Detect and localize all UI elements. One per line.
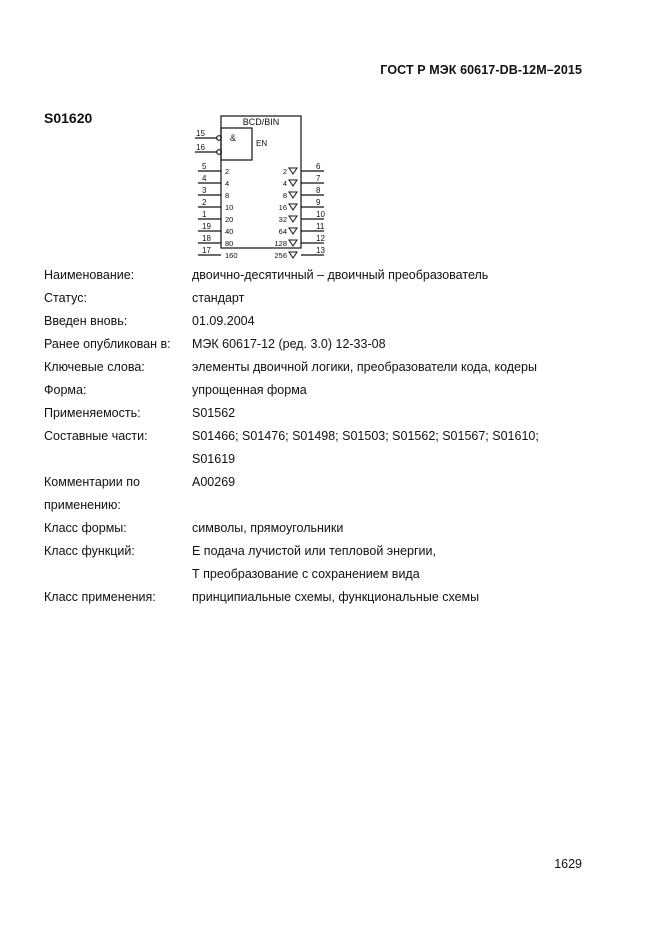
output-weight: 2 bbox=[282, 167, 287, 176]
output-pin-number: 9 bbox=[316, 198, 321, 207]
output-weight: 128 bbox=[274, 239, 287, 248]
attribute-value bbox=[192, 333, 604, 356]
attribute-label: Класс формы: bbox=[44, 521, 127, 535]
attribute-value bbox=[192, 310, 604, 333]
attribute-value bbox=[192, 471, 604, 517]
attribute-value-line: S01619 bbox=[192, 452, 236, 466]
attribute-row bbox=[44, 540, 604, 586]
input-pin-number: 1 bbox=[202, 210, 207, 219]
control-pin-number: 15 bbox=[196, 129, 205, 138]
attribute-value-line: Е подача лучистой или тепловой энергии, bbox=[192, 544, 436, 558]
attribute-row bbox=[44, 402, 604, 425]
input-pin-number: 17 bbox=[202, 246, 211, 255]
input-pin-number: 5 bbox=[202, 162, 207, 171]
attribute-label: Комментарии по применению: bbox=[44, 475, 140, 512]
attribute-value-line: символы, прямоугольники bbox=[192, 521, 344, 535]
page-number: 1629 bbox=[554, 857, 582, 871]
and-qualifier: & bbox=[230, 133, 237, 143]
symbol-code: S01620 bbox=[44, 110, 93, 126]
output-pin-number: 7 bbox=[316, 174, 321, 183]
attribute-label: Статус: bbox=[44, 291, 87, 305]
input-pin-number: 2 bbox=[202, 198, 207, 207]
attribute-value-line: A00269 bbox=[192, 475, 236, 489]
attribute-row bbox=[44, 264, 604, 287]
attribute-row bbox=[44, 425, 604, 471]
open-output-triangle-icon bbox=[289, 216, 297, 222]
attribute-value-line: МЭК 60617-12 (ред. 3.0) 12-33-08 bbox=[192, 337, 386, 351]
attribute-value bbox=[192, 356, 604, 379]
output-weight: 8 bbox=[282, 191, 287, 200]
attribute-value bbox=[192, 402, 604, 425]
attribute-row bbox=[44, 356, 604, 379]
attribute-value-line: 01.09.2004 bbox=[192, 314, 255, 328]
attribute-value-line: упрощенная форма bbox=[192, 383, 307, 397]
output-pin-number: 12 bbox=[316, 234, 325, 243]
output-weight: 32 bbox=[278, 215, 287, 224]
attribute-row bbox=[44, 517, 604, 540]
attribute-value bbox=[192, 425, 604, 471]
logic-symbol-diagram bbox=[190, 112, 340, 260]
enable-label: EN bbox=[256, 139, 268, 148]
input-pin-number: 18 bbox=[202, 234, 211, 243]
symbol-title: BCD/BIN bbox=[242, 117, 280, 127]
attribute-value bbox=[192, 287, 604, 310]
input-weight: 80 bbox=[225, 239, 234, 248]
attribute-row bbox=[44, 586, 604, 609]
attribute-label: Введен вновь: bbox=[44, 314, 128, 328]
attribute-value bbox=[192, 517, 604, 540]
output-weight: 16 bbox=[278, 203, 287, 212]
output-pin-number: 10 bbox=[316, 210, 325, 219]
control-pin-number: 16 bbox=[196, 143, 205, 152]
attribute-label: Наименование: bbox=[44, 268, 135, 282]
output-weight: 64 bbox=[278, 227, 287, 236]
attribute-label: Составные части: bbox=[44, 429, 148, 443]
input-weight: 4 bbox=[225, 179, 230, 188]
attribute-value bbox=[192, 379, 604, 402]
open-output-triangle-icon bbox=[289, 192, 297, 198]
open-output-triangle-icon bbox=[289, 180, 297, 186]
input-pin-number: 3 bbox=[202, 186, 207, 195]
output-weight: 4 bbox=[282, 179, 287, 188]
attribute-value-line: двоично-десятичный – двоичный преобразователь bbox=[192, 268, 489, 282]
input-weight: 20 bbox=[225, 215, 234, 224]
document-header: ГОСТ Р МЭК 60617-DB-12М–2015 bbox=[380, 63, 582, 77]
attribute-value-line: принципиальные схемы, функциональные схемы bbox=[192, 590, 480, 604]
input-weight: 160 bbox=[225, 251, 238, 260]
open-output-triangle-icon bbox=[289, 204, 297, 210]
output-pin-number: 8 bbox=[316, 186, 321, 195]
attribute-label: Ключевые слова: bbox=[44, 360, 145, 374]
input-weight: 2 bbox=[225, 167, 230, 176]
open-output-triangle-icon bbox=[289, 228, 297, 234]
output-pin-number: 6 bbox=[316, 162, 321, 171]
input-weight: 40 bbox=[225, 227, 234, 236]
attribute-value-line: Т преобразование с сохранением вида bbox=[192, 567, 420, 581]
attribute-row bbox=[44, 333, 604, 356]
attribute-row bbox=[44, 287, 604, 310]
attribute-row bbox=[44, 310, 604, 333]
output-pin-number: 13 bbox=[316, 246, 325, 255]
attribute-value-line: стандарт bbox=[192, 291, 245, 305]
output-pin-number: 11 bbox=[316, 222, 325, 231]
attribute-label: Класс применения: bbox=[44, 590, 156, 604]
attribute-label: Форма: bbox=[44, 383, 87, 397]
attribute-value bbox=[192, 586, 604, 609]
attribute-value-line: элементы двоичной логики, преобразователи кода, кодеры bbox=[192, 360, 537, 374]
attribute-label: Класс функций: bbox=[44, 544, 135, 558]
input-weight: 8 bbox=[225, 191, 230, 200]
input-weight: 10 bbox=[225, 203, 234, 212]
attribute-label: Применяемость: bbox=[44, 406, 141, 420]
open-output-triangle-icon bbox=[289, 252, 297, 258]
input-pin-number: 19 bbox=[202, 222, 211, 231]
attribute-table bbox=[44, 264, 604, 609]
attribute-label: Ранее опубликован в: bbox=[44, 337, 171, 351]
control-block bbox=[221, 128, 252, 160]
open-output-triangle-icon bbox=[289, 168, 297, 174]
open-output-triangle-icon bbox=[289, 240, 297, 246]
attribute-value-line: S01466; S01476; S01498; S01503; S01562; S01567; S01610; bbox=[192, 429, 539, 443]
attribute-row bbox=[44, 379, 604, 402]
output-weight: 256 bbox=[274, 251, 287, 260]
attribute-value bbox=[192, 264, 604, 287]
attribute-value bbox=[192, 540, 604, 586]
input-pin-number: 4 bbox=[202, 174, 207, 183]
attribute-value-line: S01562 bbox=[192, 406, 236, 420]
attribute-row bbox=[44, 471, 604, 517]
